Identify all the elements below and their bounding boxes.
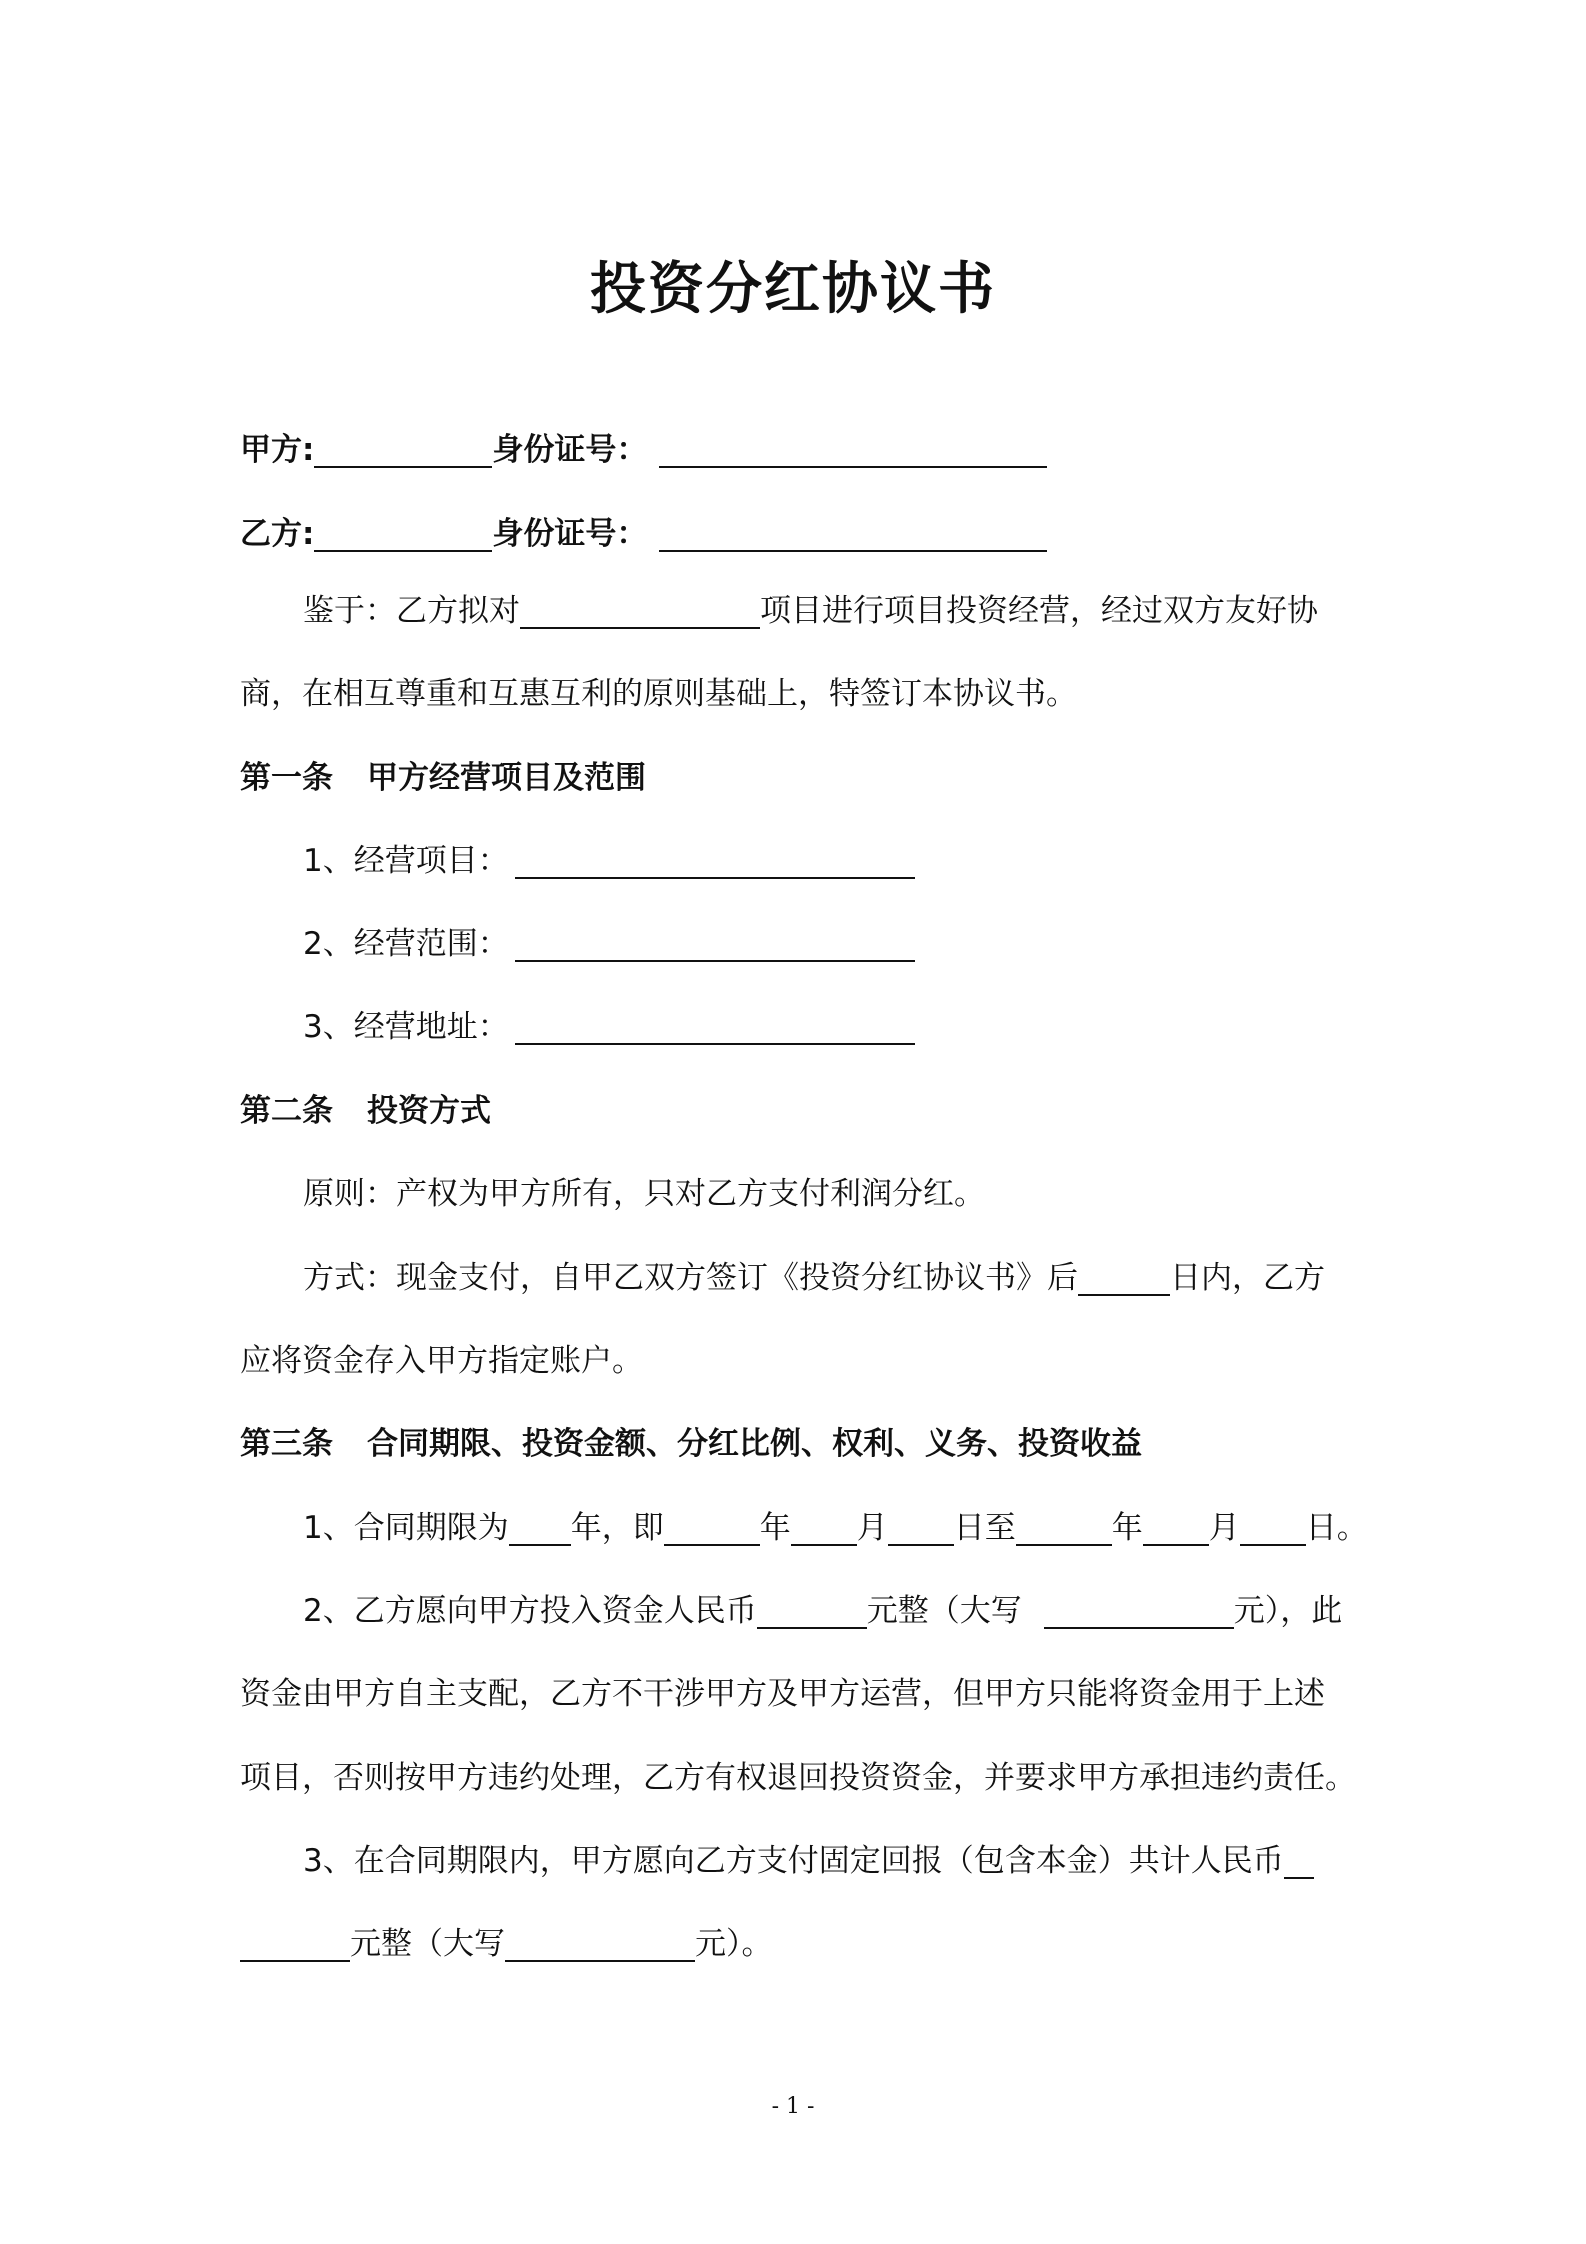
article-3-title: 合同期限、投资金额、分红比例、权利、义务、投资收益 [367, 1426, 1142, 1462]
preamble-text-1: 鉴于：乙方拟对 [303, 593, 520, 629]
term-text-1: 1、合同期限为 [303, 1510, 509, 1546]
method-text-1: 方式：现金支付，自甲乙双方签订《投资分红协议书》后 [303, 1260, 1078, 1296]
start-year-blank [664, 1508, 760, 1546]
party-a-name-blank [314, 430, 492, 468]
end-day-blank [1240, 1508, 1306, 1546]
document-title: 投资分红协议书 [590, 257, 996, 322]
article-2-title: 投资方式 [367, 1093, 491, 1129]
method-line-1 [303, 1257, 1325, 1299]
party-a-label: 甲方: [240, 432, 315, 468]
article-1-item-3 [303, 1006, 915, 1048]
method-line-2: 应将资金存入甲方指定账户。 [240, 1343, 643, 1379]
end-month-blank [1143, 1508, 1209, 1546]
start-day-blank [888, 1508, 954, 1546]
term-text-7: 月 [1208, 1510, 1240, 1546]
party-b-label: 乙方: [240, 516, 315, 552]
deposit-days-blank [1078, 1258, 1170, 1296]
return-text-1: 3、在合同期限内，甲方愿向乙方支付固定回报（包含本金）共计人民币 [303, 1843, 1284, 1879]
term-text-4: 月 [856, 1510, 888, 1546]
investment-line-2: 资金由甲方自主支配，乙方不干涉甲方及甲方运营，但甲方只能将资金用于上述 [240, 1676, 1325, 1712]
party-a-id-blank [659, 430, 1047, 468]
term-line [303, 1507, 1368, 1549]
party-b-id-label: 身份证号： [492, 516, 648, 552]
investment-line-3: 项目，否则按甲方违约处理，乙方有权退回投资资金，并要求甲方承担违约责任。 [240, 1760, 1356, 1796]
article-1-number: 第一条 [240, 760, 333, 796]
term-text-8: 日。 [1305, 1510, 1368, 1546]
investment-text-1: 2、乙方愿向甲方投入资金人民币 [303, 1593, 757, 1629]
business-address-blank [515, 1007, 915, 1045]
term-text-6: 年 [1111, 1510, 1143, 1546]
article-1-title: 甲方经营项目及范围 [367, 760, 646, 796]
party-b-id-blank [659, 514, 1047, 552]
business-project-blank [515, 841, 915, 879]
preamble-line-2: 商，在相互尊重和互惠互利的原则基础上，特签订本协议书。 [240, 676, 1077, 712]
article-2-number: 第二条 [240, 1093, 333, 1129]
article-1-item-1 [303, 840, 915, 882]
return-amount-blank-start [1284, 1841, 1314, 1879]
article-1-heading [240, 757, 646, 799]
return-line-2 [240, 1923, 773, 1965]
article-2-heading [240, 1090, 491, 1132]
business-address-label: 3、经营地址： [303, 1009, 509, 1045]
return-line-1 [303, 1840, 1314, 1882]
party-b-name-blank [314, 514, 492, 552]
return-amount-words-blank [505, 1924, 695, 1962]
business-project-label: 1、经营项目： [303, 843, 509, 879]
investment-text-3: 元），此 [1233, 1593, 1343, 1629]
business-scope-blank [515, 924, 915, 962]
project-name-blank [520, 591, 760, 629]
term-years-blank [509, 1508, 571, 1546]
party-b-line [240, 513, 1047, 555]
term-text-2: 年，即 [570, 1510, 664, 1546]
term-text-5: 日至 [953, 1510, 1016, 1546]
start-month-blank [791, 1508, 857, 1546]
preamble-line-1 [303, 590, 1318, 632]
investment-line-1 [303, 1590, 1342, 1632]
end-year-blank [1016, 1508, 1112, 1546]
investment-text-2: 元整（大写 [866, 1593, 1022, 1629]
return-text-2: 元整（大写 [350, 1926, 505, 1962]
article-3-heading [240, 1423, 1142, 1465]
business-scope-label: 2、经营范围： [303, 926, 509, 962]
term-text-3: 年 [759, 1510, 791, 1546]
principle-line: 原则：产权为甲方所有，只对乙方支付利润分红。 [303, 1176, 985, 1212]
investment-amount-blank [757, 1591, 867, 1629]
party-a-line [240, 429, 1047, 471]
article-3-number: 第三条 [240, 1426, 333, 1462]
method-text-2: 日内，乙方 [1170, 1260, 1325, 1296]
page-number: - 1 - [771, 2094, 815, 2119]
return-text-3: 元）。 [695, 1926, 773, 1962]
preamble-text-2: 项目进行项目投资经营，经过双方友好协 [760, 593, 1318, 629]
return-amount-blank [240, 1924, 350, 1962]
party-a-id-label: 身份证号： [492, 432, 648, 468]
investment-amount-words-blank [1044, 1591, 1234, 1629]
article-1-item-2 [303, 923, 915, 965]
